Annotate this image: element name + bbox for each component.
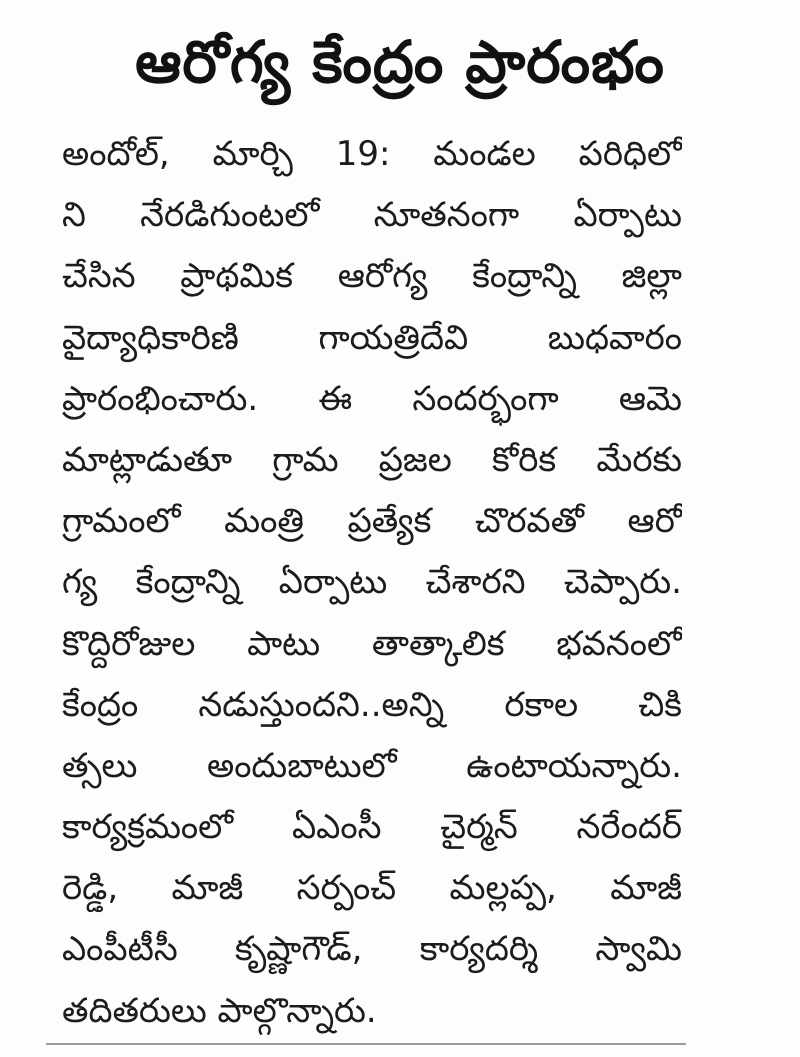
article-line: కార్యక్రమంలో ఏఎంసీ చైర్మన్ నరేందర్ [62, 807, 682, 848]
article-line: రెడ్డి, మాజీ సర్పంచ్ మల్లప్ప, మాజీ [62, 868, 682, 909]
article-line: తదితరులు పాల్గొన్నారు. [62, 990, 377, 1031]
article-line: కేంద్రం నడుస్తుందని..అన్ని రకాల చికి [62, 684, 682, 725]
article-line: త్సలు అందుబాటులో ఉంటాయన్నారు. [62, 745, 682, 786]
article-line: వైద్యాధికారిణి గాయత్రిదేవి బుధవారం [62, 317, 682, 358]
article-line: చేసిన ప్రాథమిక ఆరోగ్య కేంద్రాన్ని జిల్లా [62, 256, 682, 297]
article-line: గ్య కేంద్రాన్ని ఏర్పాటు చేశారని చెప్పారు. [62, 562, 682, 603]
article-line: ని నేరడిగుంటలో నూతనంగా ఏర్పాటు [62, 195, 682, 236]
headline: ఆరోగ్య కేంద్రం ప్రారంభం [135, 28, 665, 96]
article-line: ప్రారంభించారు. ఈ సందర్భంగా ఆమె [62, 378, 682, 419]
article-line: కొద్దిరోజుల పాటు తాత్కాలిక భవనంలో [62, 623, 682, 664]
article-body [62, 124, 682, 1042]
article-line: మాట్లాడుతూ గ్రామ ప్రజల కోరిక మేరకు [62, 439, 682, 480]
article-line: గ్రామంలో మంత్రి ప్రత్యేక చొరవతో ఆరో [62, 501, 682, 542]
article-line: అందోల్, మార్చి 19: మండల పరిధిలో [62, 134, 682, 174]
bottom-divider [46, 1043, 686, 1045]
article-line: ఎంపీటీసీ కృష్ణాగౌడ్, కార్యదర్శి స్వామి [62, 929, 682, 970]
